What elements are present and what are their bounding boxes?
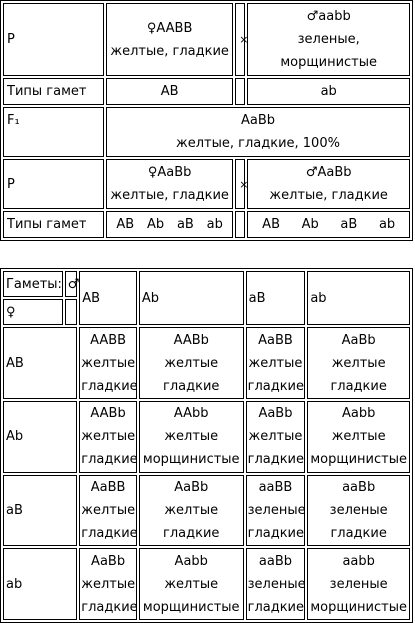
punnett-row	[3, 401, 410, 473]
offspring-cell	[79, 401, 137, 473]
male-symbol: ♂	[65, 271, 78, 297]
offspring-cell	[79, 475, 137, 547]
phenotype-shape: гладкие	[247, 378, 305, 394]
genotype: AaBb	[258, 406, 293, 422]
male-gamete-header: ab	[307, 271, 410, 325]
female-gamete: AB	[106, 78, 233, 105]
genotype: AABB	[90, 332, 127, 348]
gamete: aB	[176, 217, 194, 232]
phenotype-shape: гладкие	[81, 452, 138, 468]
gametes-label: Типы гамет	[3, 78, 104, 105]
female-gamete-header: Ab	[3, 401, 77, 473]
male-parent-2	[247, 159, 410, 209]
genotype: AaBb	[341, 332, 376, 348]
offspring-cell	[139, 548, 244, 620]
genotype: Aabb	[174, 553, 208, 569]
phenotype-color: желтые	[164, 576, 219, 592]
genotype: AABb	[90, 406, 126, 422]
phenotype-color: желтые	[81, 576, 136, 592]
female-phenotype: желтые, гладкие	[110, 43, 229, 59]
genotype: AAbb	[173, 406, 209, 422]
phenotype-shape: морщинистые	[142, 599, 240, 615]
phenotype-shape: гладкие	[247, 599, 305, 615]
gametes-label: Типы гамет	[3, 211, 104, 238]
offspring-cell	[139, 401, 244, 473]
phenotype-color: желтые	[331, 429, 386, 445]
phenotype-color: желтые	[81, 503, 136, 518]
phenotype-shape: гладкие	[81, 378, 138, 394]
genotype: aaBB	[258, 480, 293, 495]
offspring-cell	[79, 327, 137, 399]
phenotype-shape: морщинистые	[310, 452, 407, 468]
female-parent-2	[106, 159, 233, 209]
offspring-cell	[307, 548, 410, 620]
gametes-row-2	[3, 211, 410, 238]
offspring-cell	[246, 475, 306, 547]
male-genotype: ♂aabb	[306, 9, 351, 24]
female-gamete-header: AB	[3, 327, 77, 399]
phenotype-color: желтые	[248, 429, 303, 445]
offspring-cell	[246, 548, 306, 620]
offspring-cell	[246, 401, 306, 473]
offspring-cell	[246, 327, 306, 399]
cross-sign: ×	[235, 3, 245, 76]
phenotype-shape: морщинистые	[310, 599, 407, 615]
male-phenotype: зеленые, морщинистые	[280, 32, 377, 70]
genotype: Aabb	[341, 406, 376, 422]
phenotype-color: желтые	[81, 355, 136, 371]
phenotype-shape: гладкие	[163, 378, 220, 394]
genotype: AaBB	[90, 480, 126, 495]
f1-genotype: AaBb	[240, 113, 276, 128]
gametes-row-1	[3, 78, 410, 105]
phenotype-color: зеленые	[329, 503, 388, 518]
phenotype-color: желтые	[164, 355, 219, 371]
f1-phenotype: желтые, гладкие, 100%	[176, 136, 340, 151]
gamete: Ab	[301, 217, 319, 232]
male-genotype: ♂AaBb	[305, 165, 352, 180]
phenotype-color: желтые	[248, 355, 303, 371]
phenotype-shape: гладкие	[247, 452, 305, 468]
cross-sign: ×	[235, 159, 245, 209]
offspring-cell	[139, 327, 244, 399]
offspring-cell	[79, 548, 137, 620]
gamete: AB	[116, 217, 135, 232]
female-gamete-header: aB	[3, 475, 77, 547]
punnett-row	[3, 475, 410, 547]
genotype: aaBb	[258, 553, 293, 569]
parents-row-2	[3, 159, 410, 209]
phenotype-shape: морщинистые	[142, 452, 240, 468]
cross-table	[0, 0, 413, 241]
genotype: AaBb	[91, 553, 126, 569]
phenotype-color: желтые	[164, 503, 219, 518]
male-gamete-header: aB	[246, 271, 306, 325]
phenotype-shape: гладкие	[330, 526, 387, 541]
female-parent-1	[106, 3, 233, 76]
phenotype-shape: гладкие	[81, 599, 138, 615]
male-gamete-header: Ab	[139, 271, 244, 325]
genotype: AABb	[173, 332, 209, 348]
gamete: Ab	[147, 217, 165, 232]
female-symbol: ♀	[3, 299, 63, 325]
empty-cell	[235, 78, 245, 105]
genotype: aaBb	[342, 480, 376, 495]
genotype: aabb	[342, 553, 375, 569]
female-gametes	[106, 211, 233, 238]
punnett-row	[3, 548, 410, 620]
male-gamete-header: AB	[79, 271, 137, 325]
f1-row	[3, 107, 410, 157]
male-parent-1	[247, 3, 410, 76]
punnett-row	[3, 327, 410, 399]
f1-result	[106, 107, 410, 157]
gamete: ab	[378, 217, 396, 232]
female-gamete-header: ab	[3, 548, 77, 620]
phenotype-shape: гладкие	[163, 526, 220, 541]
punnett-header-row	[3, 271, 410, 297]
empty-cell	[235, 211, 245, 238]
p-label: P	[3, 3, 104, 76]
phenotype-shape: гладкие	[330, 378, 387, 394]
phenotype-shape: гладкие	[247, 526, 305, 541]
female-genotype: ♀AaBb	[147, 165, 192, 180]
offspring-cell	[307, 475, 410, 547]
gamete: aB	[340, 217, 358, 232]
phenotype-color: желтые	[331, 355, 386, 371]
phenotype-color: зеленые	[247, 576, 306, 592]
p-label: P	[3, 159, 104, 209]
female-phenotype: желтые, гладкие	[110, 188, 229, 203]
offspring-cell	[307, 401, 410, 473]
phenotype-color: желтые	[81, 429, 136, 445]
punnett-square	[0, 268, 413, 623]
phenotype-shape: гладкие	[81, 526, 138, 541]
parents-row-1	[3, 3, 410, 76]
male-gamete: ab	[247, 78, 410, 105]
f1-label: F₁	[3, 107, 104, 157]
gamete: ab	[206, 217, 223, 232]
offspring-cell	[139, 475, 244, 547]
phenotype-color: желтые	[164, 429, 219, 445]
empty-cell	[65, 299, 78, 325]
genotype: AaBb	[174, 480, 209, 495]
offspring-cell	[307, 327, 410, 399]
male-phenotype: желтые, гладкие	[269, 188, 388, 203]
phenotype-color: зеленые	[247, 503, 306, 518]
phenotype-color: зеленые	[329, 576, 388, 592]
genotype: AaBB	[258, 332, 293, 348]
female-genotype: ♀AABB	[146, 20, 193, 36]
gamete: AB	[262, 217, 280, 232]
gametes-label: Гаметы:	[3, 271, 63, 297]
male-gametes	[247, 211, 410, 238]
